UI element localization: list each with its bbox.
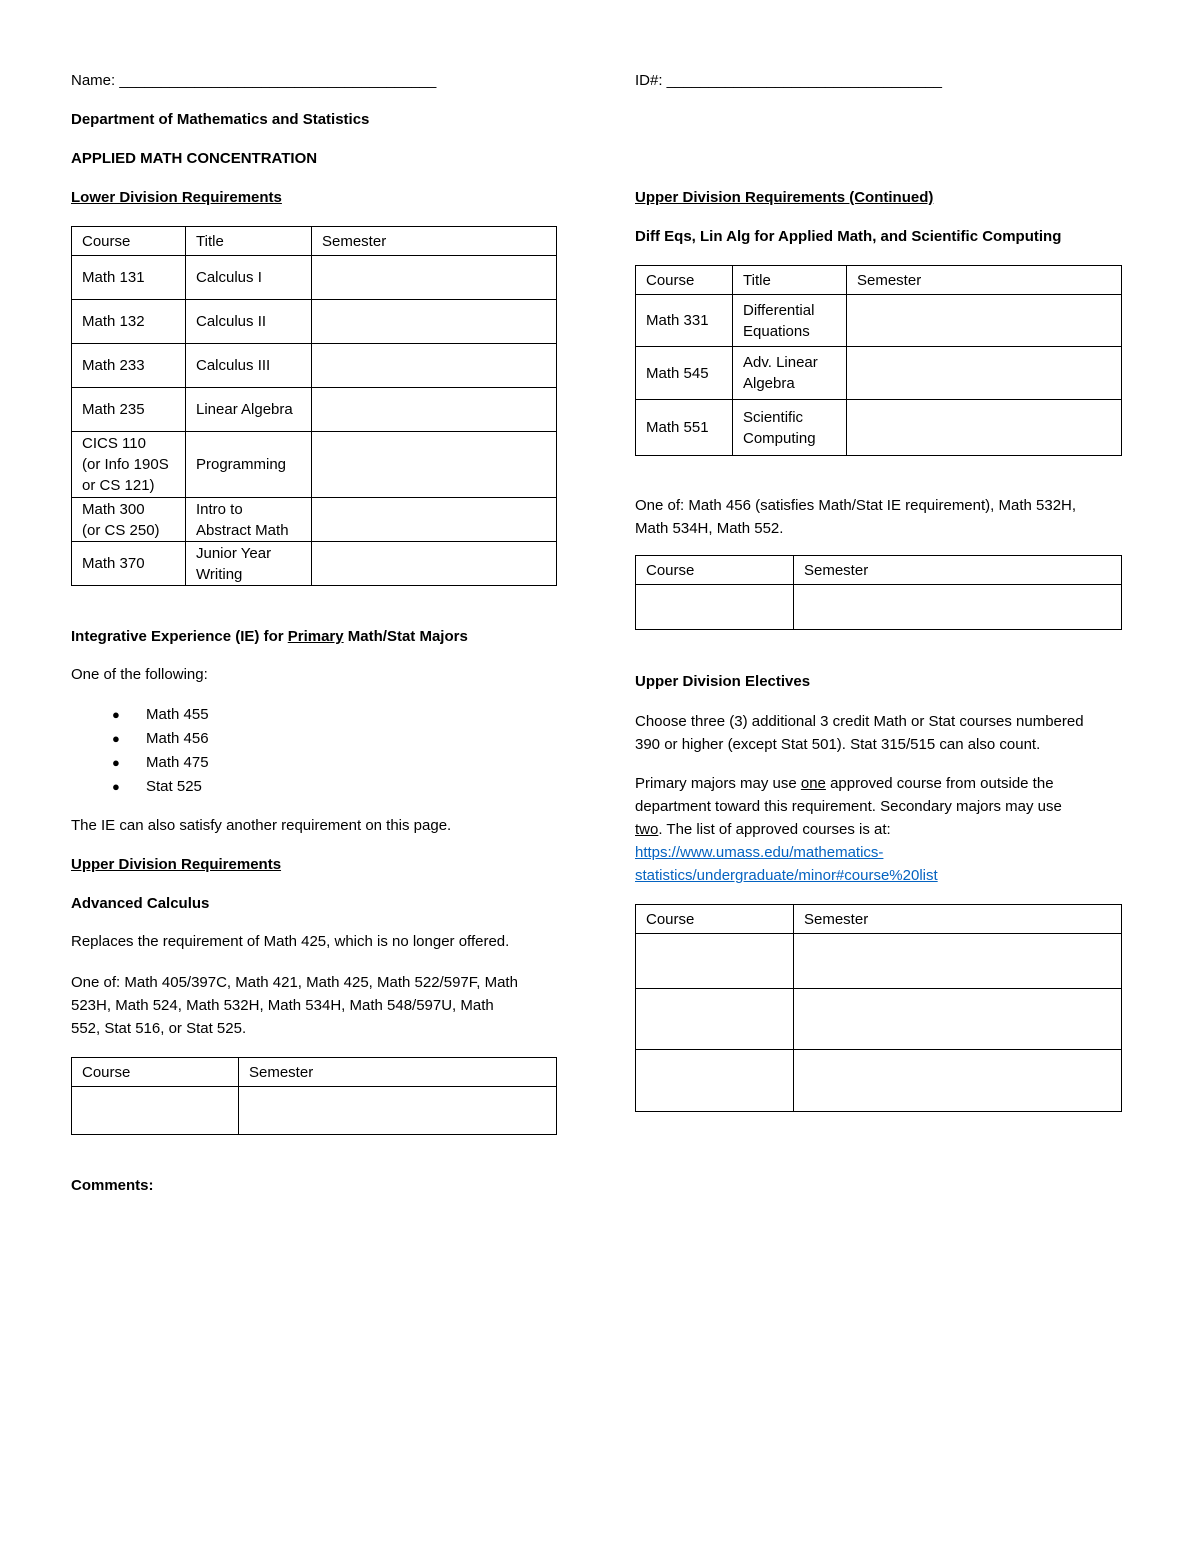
advanced-calculus-options xyxy=(71,971,518,1040)
course-line: or CS 121) xyxy=(82,477,155,494)
lower-division-table xyxy=(71,226,557,586)
one-of-text xyxy=(635,494,1076,540)
note-emphasis-two: two xyxy=(635,821,659,838)
header-semester: Semester xyxy=(847,266,1122,295)
ie-intro: One of the following: xyxy=(71,666,208,683)
header-course: Course xyxy=(72,227,186,256)
table-header-row xyxy=(636,266,1122,295)
advanced-calculus-heading: Advanced Calculus xyxy=(71,895,210,912)
text-line xyxy=(635,818,1062,841)
course-cell: Math 551 xyxy=(636,400,733,456)
lower-division-heading: Lower Division Requirements xyxy=(71,189,282,206)
title-line: Scientific xyxy=(743,408,804,426)
course-line: (or Info 190S xyxy=(82,456,169,473)
title-line: Differential xyxy=(743,301,815,319)
upper-division-continued-heading: Upper Division Requirements (Continued) xyxy=(635,189,934,206)
table-row xyxy=(72,256,557,300)
table-row xyxy=(636,295,1122,347)
semester-cell[interactable] xyxy=(312,542,557,586)
comments-label: Comments: xyxy=(71,1177,154,1194)
bullet-icon: ● xyxy=(112,779,120,794)
course-cell xyxy=(72,498,186,542)
course-cell: Math 131 xyxy=(72,256,186,300)
diffeq-heading: Diff Eqs, Lin Alg for Applied Math, and Scientific Computing xyxy=(635,228,1062,245)
bullet-icon: ● xyxy=(112,755,120,770)
electives-heading: Upper Division Electives xyxy=(635,673,811,690)
semester-cell[interactable] xyxy=(312,388,557,432)
title-cell xyxy=(186,498,312,542)
course-cell: Math 132 xyxy=(72,300,186,344)
ie-heading-primary: Primary xyxy=(287,628,344,645)
title-line: Junior Year xyxy=(196,544,272,562)
table-header-row xyxy=(72,227,557,256)
advanced-calculus-table xyxy=(71,1057,557,1135)
course-cell: Math 235 xyxy=(72,388,186,432)
name-field[interactable]: Name: ______________________________________ xyxy=(71,72,437,89)
course-line: CICS 110 xyxy=(82,435,146,452)
semester-cell[interactable] xyxy=(847,295,1122,347)
semester-cell[interactable] xyxy=(312,256,557,300)
table-row xyxy=(72,300,557,344)
list-item xyxy=(71,703,209,727)
note-emphasis-one: one xyxy=(800,775,826,792)
semester-entry-cell[interactable] xyxy=(794,934,1122,989)
text-line: Math 534H, Math 552. xyxy=(635,520,784,537)
semester-cell[interactable] xyxy=(312,300,557,344)
title-line: Algebra xyxy=(743,375,795,392)
course-cell xyxy=(72,432,186,498)
diffeq-table xyxy=(635,265,1122,456)
course-entry-cell[interactable] xyxy=(636,1050,794,1112)
course-entry-cell[interactable] xyxy=(636,989,794,1050)
table-row xyxy=(72,1087,557,1135)
header-title: Title xyxy=(186,227,312,256)
semester-entry-cell[interactable] xyxy=(239,1087,557,1135)
course-cell: Math 331 xyxy=(636,295,733,347)
text-line xyxy=(635,864,1062,887)
table-row xyxy=(72,498,557,542)
course-cell: Math 233 xyxy=(72,344,186,388)
header-course: Course xyxy=(636,905,794,934)
id-field[interactable]: ID#: _________________________________ xyxy=(635,72,942,89)
title-cell: Linear Algebra xyxy=(186,388,312,432)
text-line: department toward this requirement. Secondary majors may use xyxy=(635,798,1062,815)
header-semester: Semester xyxy=(312,227,557,256)
title-cell: Calculus I xyxy=(186,256,312,300)
text-line: One of: Math 405/397C, Math 421, Math 425, Math 522/597F, Math xyxy=(71,974,518,991)
department-title: Department of Mathematics and Statistics xyxy=(71,111,370,128)
table-row xyxy=(72,432,557,498)
text-line xyxy=(635,772,1062,795)
header-semester: Semester xyxy=(794,905,1122,934)
title-line: Abstract Math xyxy=(196,521,289,539)
title-line: Adv. Linear xyxy=(743,354,818,371)
course-line: (or CS 250) xyxy=(82,521,160,539)
text-line: Choose three (3) additional 3 credit Math or Stat courses numbered xyxy=(635,713,1084,730)
table-header-row xyxy=(636,556,1122,585)
title-line: Writing xyxy=(196,565,243,583)
header-semester: Semester xyxy=(239,1058,557,1087)
header-title: Title xyxy=(733,266,847,295)
electives-table xyxy=(635,904,1122,1112)
table-row xyxy=(636,934,1122,989)
table-row xyxy=(72,344,557,388)
title-cell: Calculus II xyxy=(186,300,312,344)
advanced-calculus-replaces: Replaces the requirement of Math 425, which is no longer offered. xyxy=(71,933,510,950)
table-header-row xyxy=(636,905,1122,934)
title-cell: Calculus III xyxy=(186,344,312,388)
list-item xyxy=(71,727,209,751)
ie-course: Math 475 xyxy=(146,754,209,771)
one-of-table xyxy=(635,555,1122,630)
course-entry-cell[interactable] xyxy=(636,934,794,989)
bullet-icon: ● xyxy=(112,731,120,746)
semester-cell[interactable] xyxy=(312,498,557,542)
list-item xyxy=(71,751,209,775)
title-cell: Programming xyxy=(186,432,312,498)
electives-text xyxy=(635,710,1084,756)
approved-courses-link-cont[interactable]: statistics/undergraduate/minor#course%20list xyxy=(635,867,938,884)
ie-course: Math 456 xyxy=(146,730,209,747)
ie-course: Stat 525 xyxy=(146,778,202,795)
table-row xyxy=(636,989,1122,1050)
text-line: 552, Stat 516, or Stat 525. xyxy=(71,1020,247,1037)
course-entry-cell[interactable] xyxy=(636,585,794,630)
text-line xyxy=(635,841,1062,864)
table-header-row xyxy=(72,1058,557,1087)
header-course: Course xyxy=(72,1058,239,1087)
header-semester: Semester xyxy=(794,556,1122,585)
title-line: Equations xyxy=(743,322,810,340)
course-cell: Math 545 xyxy=(636,347,733,400)
course-cell: Math 370 xyxy=(72,542,186,586)
note-text: approved course from outside the xyxy=(825,775,1054,792)
text-line: 390 or higher (except Stat 501). Stat 315/515 can also count. xyxy=(635,736,1041,753)
table-row xyxy=(636,585,1122,630)
upper-division-heading: Upper Division Requirements xyxy=(71,856,282,873)
ie-heading xyxy=(71,628,468,645)
table-row xyxy=(72,542,557,586)
semester-cell[interactable] xyxy=(847,347,1122,400)
title-line: Intro to xyxy=(196,500,243,518)
approved-courses-link[interactable]: https://www.umass.edu/mathematics- xyxy=(635,844,884,861)
ie-heading-part1: Integrative Experience (IE) for xyxy=(71,628,288,645)
table-row xyxy=(636,400,1122,456)
text-line: 523H, Math 524, Math 532H, Math 534H, Math 548/597U, Math xyxy=(71,997,494,1014)
semester-cell[interactable] xyxy=(312,432,557,498)
note-text: . The list of approved courses is at: xyxy=(658,821,891,838)
header-course: Course xyxy=(636,556,794,585)
list-item xyxy=(71,775,209,799)
concentration-title: APPLIED MATH CONCENTRATION xyxy=(71,150,318,167)
semester-cell[interactable] xyxy=(312,344,557,388)
title-line: Computing xyxy=(743,429,816,447)
course-entry-cell[interactable] xyxy=(72,1087,239,1135)
bullet-icon: ● xyxy=(112,707,120,722)
header-course: Course xyxy=(636,266,733,295)
note-text: Primary majors may use xyxy=(635,775,801,792)
semester-cell[interactable] xyxy=(847,400,1122,456)
title-cell xyxy=(733,295,847,347)
semester-entry-cell[interactable] xyxy=(794,989,1122,1050)
ie-heading-part2: Math/Stat Majors xyxy=(343,628,468,645)
ie-course: Math 455 xyxy=(146,706,209,723)
title-cell xyxy=(733,347,847,400)
title-cell xyxy=(733,400,847,456)
semester-entry-cell[interactable] xyxy=(794,1050,1122,1112)
ie-note: The IE can also satisfy another requirement on this page. xyxy=(71,817,452,834)
table-row xyxy=(636,347,1122,400)
course-line: Math 300 xyxy=(82,500,145,518)
table-row xyxy=(636,1050,1122,1112)
semester-entry-cell[interactable] xyxy=(794,585,1122,630)
title-cell xyxy=(186,542,312,586)
table-row xyxy=(72,388,557,432)
ie-course-list xyxy=(71,703,209,799)
text-line: One of: Math 456 (satisfies Math/Stat IE requirement), Math 532H, xyxy=(635,497,1077,514)
primary-majors-note xyxy=(635,772,1062,887)
